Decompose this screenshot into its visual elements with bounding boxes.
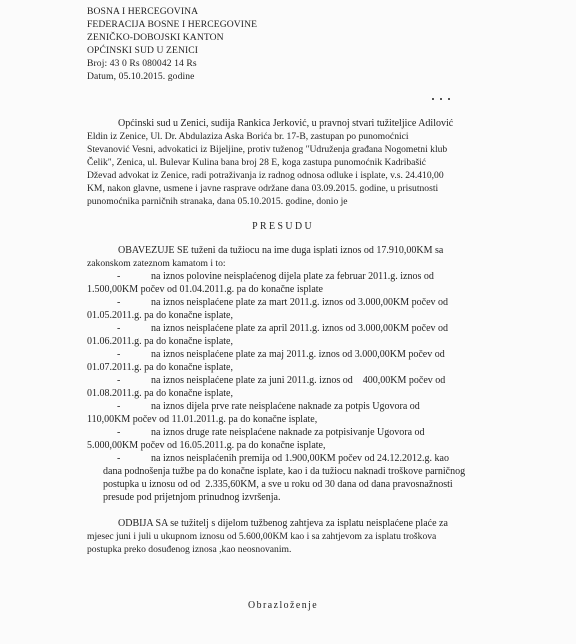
continuation-line: dana podnošenja tužbe pa do konačne isplate, kao i da tužiocu naknadi troškove parničnog (103, 466, 466, 477)
continuation-line: presude pod prijetnjom prinudnog izvršenja. (103, 492, 281, 503)
intro-line: punomoćnika parničnih stranaka, dana 05.10.2015. godine, donio je (87, 196, 348, 207)
rejection-line: postupka preko dosuđenog iznosa ,kao neosnovanim. (87, 544, 292, 555)
list-item-line: 1.500,00KM počev od 01.04.2011.g. pa do konačne isplate (87, 284, 323, 295)
bullet-marker: - (117, 375, 121, 386)
list-item-line: na iznos druge rate neisplaćene naknade za potpisivanje Ugovora od (151, 427, 425, 438)
list-item-line: na iznos neisplaćene plate za maj 2011.g. iznos od 3.000,00KM počev od (151, 349, 445, 360)
obligation-line: zakonskom zateznom kamatom i to: (87, 258, 226, 269)
list-item-line: 01.07.2011.g. pa do konačne isplate, (87, 362, 233, 373)
intro-line: Čelik", Zenica, ul. Bulevar Kulina bana broj 28 E, koga zastupa punomoćnik Kadribašić (87, 157, 427, 168)
header-date: Datum, 05.10.2015. godine (87, 71, 195, 82)
header-canton: ZENIČKO-DOBOJSKI KANTON (87, 32, 224, 43)
bullet-marker: - (117, 427, 121, 438)
intro-line: Stevanović Vesni, advokatici iz Bijeljine, protiv tuženog "Udruženja građana Nogometni klub (87, 144, 448, 155)
list-item-line: na iznos neisplaćene plate za april 2011.g. iznos od 3.000,00KM počev od (151, 323, 449, 334)
list-item-line: na iznos neisplaćenih premija od 1.900,00KM počev od 24.12.2012.g. kao (151, 453, 449, 464)
intro-line: Općinski sud u Zenici, sudija Rankica Jerković, u pravnoj stvari tužiteljice Adilović (118, 118, 454, 129)
list-item-line: na iznos neisplaćene plate za juni 2011.g. iznos od 400,00KM počev od (151, 375, 446, 386)
obligation-line: OBAVEZUJE SE tuženi da tužiocu na ime duga isplati iznos od 17.910,00KM sa (118, 245, 444, 256)
list-item-line: na iznos dijela prve rate neisplaćene naknade za potpis Ugovora od (151, 401, 420, 412)
rejection-line: mjesec juni i juli u ukupnom iznosu od 5.600,00KM kao i sa zahtjevom za isplatu troškova (87, 531, 437, 542)
verdict-title: PRESUDU (252, 221, 315, 232)
list-item-line: 01.08.2011.g. pa do konačne isplate, (87, 388, 233, 399)
scan-mark (432, 91, 467, 95)
list-item-line: na iznos polovine neisplaćenog dijela plate za februar 2011.g. iznos od (151, 271, 434, 282)
bullet-marker: - (117, 349, 121, 360)
list-item-line: 5.000,00KM počev od 16.05.2011.g. pa do konačne isplate, (87, 440, 326, 451)
intro-line: Eldin iz Zenice, Ul. Dr. Abdulaziza Aska Borića br. 17-B, zastupan po punomoćnici (87, 131, 409, 142)
bullet-marker: - (117, 297, 121, 308)
header-court: OPĆINSKI SUD U ZENICI (87, 45, 199, 56)
header-federation: FEDERACIJA BOSNE I HERCEGOVINE (87, 19, 258, 30)
bullet-marker: - (117, 323, 121, 334)
bullet-marker: - (117, 401, 121, 412)
intro-line: KM, nakon glavne, usmene i javne rasprave održane dana 03.09.2015. godine, u prisutnosti (87, 183, 439, 194)
header-country: BOSNA I HERCEGOVINA (87, 6, 199, 17)
header-case-number: Broj: 43 0 Rs 080042 14 Rs (87, 58, 197, 69)
intro-line: Dževad advokat iz Zenice, radi potraživanja iz radnog odnosa odluke i isplate, v.s. 24.410,00 (87, 170, 444, 181)
list-item-line: 01.05.2011.g. pa do konačne isplate, (87, 310, 233, 321)
reasoning-title: Obrazloženje (248, 600, 319, 611)
list-item-line: na iznos neisplaćene plate za mart 2011.g. iznos od 3.000,00KM počev od (151, 297, 449, 308)
continuation-line: postupka u iznosu od od 2.335,60KM, a sve u roku od 30 dana od dana pravosnažnosti (103, 479, 453, 490)
list-item-line: 01.06.2011.g. pa do konačne isplate, (87, 336, 233, 347)
rejection-line: ODBIJA SA se tužitelj s dijelom tužbenog zahtjeva za isplatu neisplaćene plaće za (118, 518, 448, 529)
bullet-marker: - (117, 271, 121, 282)
bullet-marker: - (117, 453, 121, 464)
list-item-line: 110,00KM počev od 11.01.2011.g. pa do konačne isplate, (87, 414, 318, 425)
